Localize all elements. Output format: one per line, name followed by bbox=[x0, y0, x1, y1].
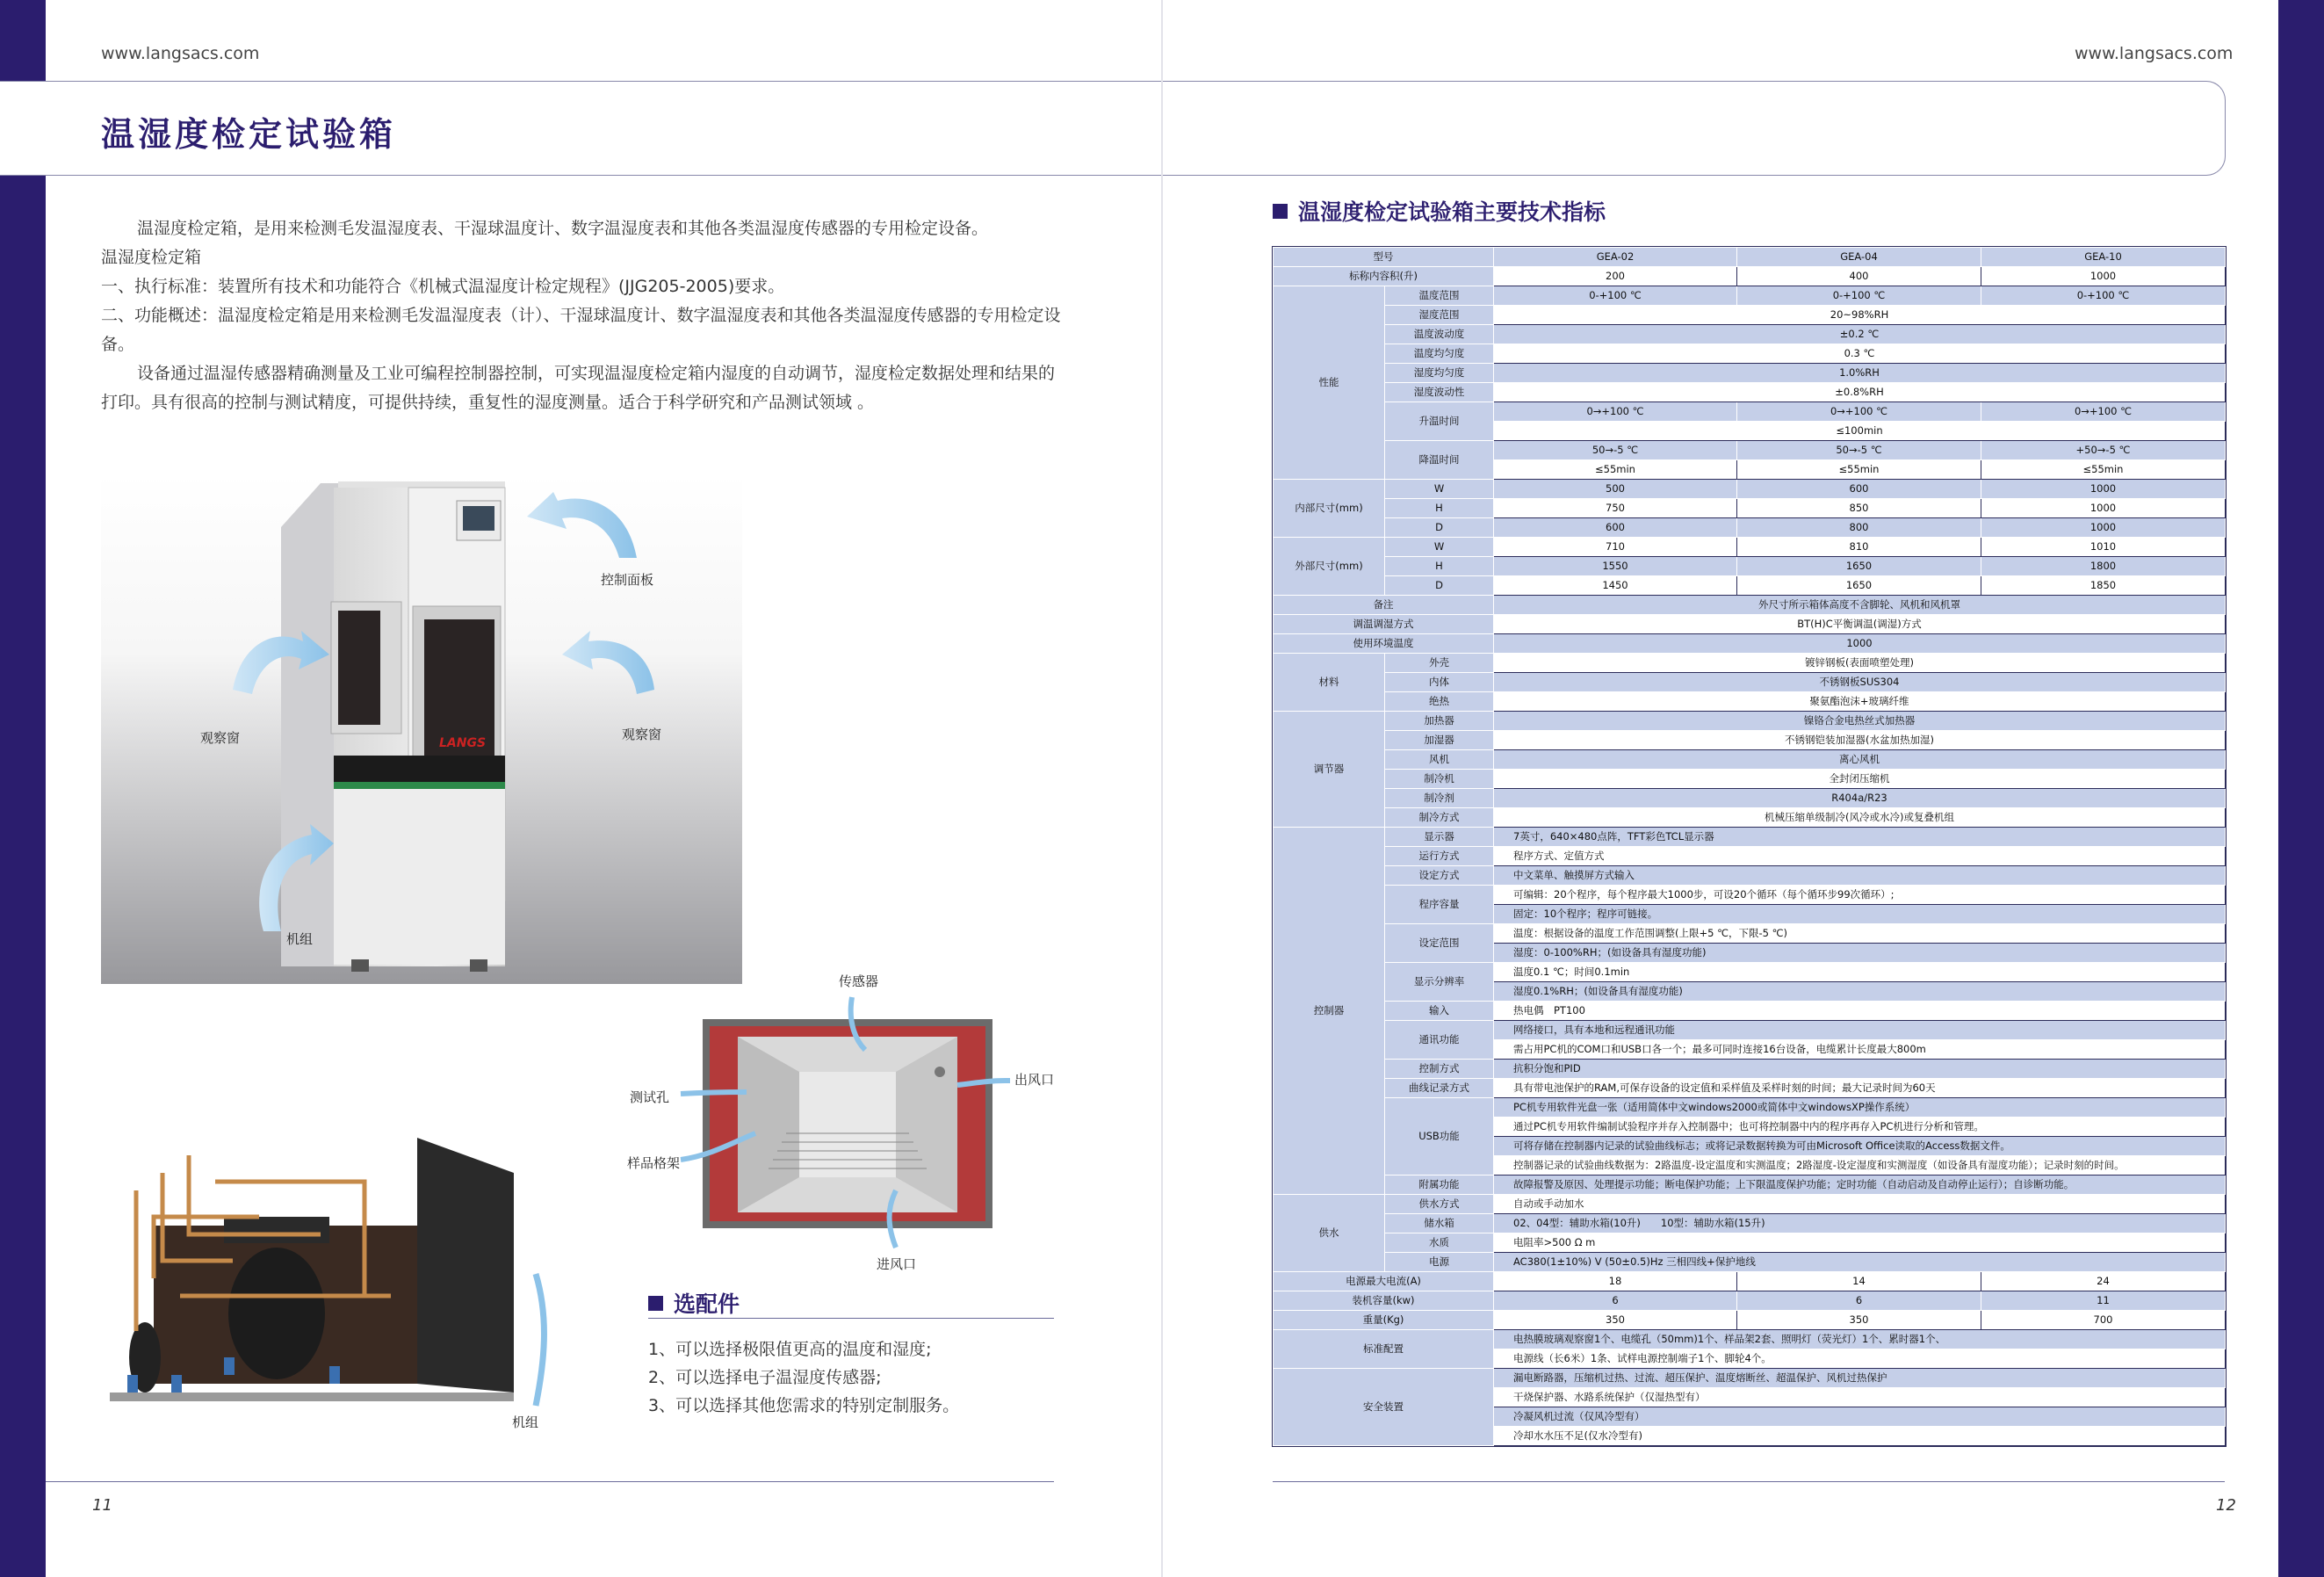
table-cell: 400 bbox=[1737, 267, 1981, 286]
table-row bbox=[1274, 712, 2226, 731]
table-cell: 湿度波动性 bbox=[1385, 383, 1494, 402]
table-row bbox=[1274, 1233, 2226, 1253]
table-cell: 网络接口，具有本地和远程通讯功能 bbox=[1494, 1021, 2226, 1040]
chamber-callout-arrows bbox=[615, 988, 1054, 1252]
table-cell: 710 bbox=[1494, 538, 1737, 557]
table-cell: 温度波动度 bbox=[1385, 325, 1494, 344]
table-cell: 电热膜玻璃观察窗1个、电缆孔（50mm)1个、样品架2套、照明灯（荧光灯）1个、累时器1个、 bbox=[1494, 1330, 2226, 1349]
table-cell: USB功能 bbox=[1385, 1098, 1494, 1176]
table-cell: 6 bbox=[1737, 1291, 1981, 1311]
table-cell: 装机容量(kw) bbox=[1274, 1291, 1494, 1311]
table-cell: 850 bbox=[1737, 499, 1981, 518]
table-row bbox=[1274, 499, 2226, 518]
table-cell: 调温调湿方式 bbox=[1274, 615, 1494, 634]
table-cell: 1850 bbox=[1981, 576, 2226, 596]
table-cell: 电源线（长6米）1条、试样电源控制端子1个、脚轮4个。 bbox=[1494, 1349, 2226, 1369]
intro-paragraph: 二、功能概述：温湿度检定箱是用来检测毛发温湿度表（计）、干湿球温度计、数字温湿度表和其他各类温湿度传感器的专用检定设备。 bbox=[101, 306, 1061, 354]
table-cell: 1000 bbox=[1494, 634, 2226, 654]
photo-label-control-panel: 控制面板 bbox=[601, 572, 654, 588]
table-cell: 350 bbox=[1494, 1311, 1737, 1330]
table-cell: 温度范围 bbox=[1385, 286, 1494, 306]
table-cell: 1450 bbox=[1494, 576, 1737, 596]
table-cell: 0→+100 ℃ bbox=[1981, 402, 2226, 422]
table-cell: 02、04型：辅助水箱(10升) 10型：辅助水箱(15升) bbox=[1494, 1214, 2226, 1233]
table-cell: D bbox=[1385, 518, 1494, 538]
table-row bbox=[1274, 770, 2226, 789]
table-cell: 可将存储在控制器内记录的试验曲线标志；或将记录数据转换为可由Microsoft Office读取的Access数据文件。 bbox=[1494, 1137, 2226, 1156]
photo-label-window: 观察窗 bbox=[200, 730, 241, 746]
heading-square-icon bbox=[648, 1296, 663, 1311]
table-cell: 自动或手动加水 bbox=[1494, 1195, 2226, 1214]
table-cell: 1010 bbox=[1981, 538, 2226, 557]
brand-logo: LANGS bbox=[439, 736, 487, 750]
options-divider bbox=[648, 1318, 1054, 1319]
table-cell: 20~98%RH bbox=[1494, 306, 2226, 325]
table-cell: 1550 bbox=[1494, 557, 1737, 576]
table-cell: 外壳 bbox=[1385, 654, 1494, 673]
table-row bbox=[1274, 538, 2226, 557]
table-cell: 电源最大电流(A) bbox=[1274, 1272, 1494, 1291]
chamber-label-test-hole: 测试孔 bbox=[630, 1089, 670, 1105]
page-number: 12 bbox=[2216, 1496, 2236, 1515]
chamber-label-inlet: 进风口 bbox=[877, 1256, 917, 1272]
table-row bbox=[1274, 1253, 2226, 1272]
table-cell: ±0.2 ℃ bbox=[1494, 325, 2226, 344]
table-cell: 50→-5 ℃ bbox=[1737, 441, 1981, 460]
table-cell: 600 bbox=[1737, 480, 1981, 499]
table-cell: 制冷方式 bbox=[1385, 808, 1494, 828]
table-cell: 外尺寸所示箱体高度不含脚轮、风机和风机罩 bbox=[1494, 596, 2226, 615]
page-number: 11 bbox=[92, 1496, 112, 1515]
intro-paragraph: 温湿度检定箱 bbox=[101, 248, 202, 267]
table-cell: 材料 bbox=[1274, 654, 1385, 712]
table-cell: 标准配置 bbox=[1274, 1330, 1494, 1369]
table-cell: 制冷剂 bbox=[1385, 789, 1494, 808]
table-cell: AC380(1±10%) V (50±0.5)Hz 三相四线+保护地线 bbox=[1494, 1253, 2226, 1272]
option-item: 3、可以选择其他您需求的特别定制服务。 bbox=[648, 1396, 960, 1415]
table-cell: 通讯功能 bbox=[1385, 1021, 1494, 1060]
table-cell: 内部尺寸(mm) bbox=[1274, 480, 1385, 538]
table-row bbox=[1274, 286, 2226, 306]
table-cell: 加热器 bbox=[1385, 712, 1494, 731]
intro-paragraph: 一、执行标准：装置所有技术和功能符合《机械式温湿度计检定规程》(JJG205-2005)要求。 bbox=[101, 277, 785, 296]
table-row bbox=[1274, 402, 2226, 422]
table-cell: 湿度范围 bbox=[1385, 306, 1494, 325]
table-cell: D bbox=[1385, 576, 1494, 596]
table-cell: ≤55min bbox=[1737, 460, 1981, 480]
table-cell: 运行方式 bbox=[1385, 847, 1494, 866]
table-row bbox=[1274, 1060, 2226, 1079]
table-cell: ≤55min bbox=[1494, 460, 1737, 480]
photo-label-unit: 机组 bbox=[286, 931, 314, 947]
table-row bbox=[1274, 692, 2226, 712]
table-row bbox=[1274, 480, 2226, 499]
table-cell: 电源 bbox=[1385, 1253, 1494, 1272]
table-cell: 湿度：0-100%RH；(如设备具有湿度功能) bbox=[1494, 944, 2226, 963]
table-cell: 标称内容积(升) bbox=[1274, 267, 1494, 286]
table-cell: 显示器 bbox=[1385, 828, 1494, 847]
table-cell: 不锈钢铠装加湿器(水盆加热加湿) bbox=[1494, 731, 2226, 750]
table-cell: 24 bbox=[1981, 1272, 2226, 1291]
table-cell: 聚氨酯泡沫+玻璃纤维 bbox=[1494, 692, 2226, 712]
table-cell: H bbox=[1385, 499, 1494, 518]
table-row bbox=[1274, 828, 2226, 847]
photo-label-window: 观察窗 bbox=[622, 727, 662, 742]
table-cell: 冷凝风机过流（仅风冷型有） bbox=[1494, 1407, 2226, 1427]
table-row bbox=[1274, 808, 2226, 828]
table-row bbox=[1274, 924, 2226, 944]
table-cell: 输入 bbox=[1385, 1002, 1494, 1021]
table-cell: 性能 bbox=[1274, 286, 1385, 480]
table-cell: 800 bbox=[1737, 518, 1981, 538]
table-cell: PC机专用软件光盘一张（适用简体中文windows2000或简体中文windowsXP操作系统） bbox=[1494, 1098, 2226, 1118]
table-cell: 抗积分饱和PID bbox=[1494, 1060, 2226, 1079]
table-row bbox=[1274, 441, 2226, 460]
table-row bbox=[1274, 1002, 2226, 1021]
website-url: www.langsacs.com bbox=[2075, 44, 2234, 63]
table-cell: 风机 bbox=[1385, 750, 1494, 770]
table-cell: ≤55min bbox=[1981, 460, 2226, 480]
table-cell: 1000 bbox=[1981, 267, 2226, 286]
right-accent-bar bbox=[2278, 0, 2324, 1577]
table-cell: 供水 bbox=[1274, 1195, 1385, 1272]
table-cell: W bbox=[1385, 538, 1494, 557]
table-cell: ±0.8%RH bbox=[1494, 383, 2226, 402]
table-cell: 可编辑：20个程序，每个程序最大1000步，可设20个循环（每个循环步99次循环）; bbox=[1494, 886, 2226, 905]
intro-paragraph: 温湿度检定箱，是用来检测毛发温湿度表、干湿球温度计、数字温湿度表和其他各类温湿度传感器的专用检定设备。 bbox=[137, 219, 989, 238]
table-cell: 供水方式 bbox=[1385, 1195, 1494, 1214]
table-cell: 350 bbox=[1737, 1311, 1981, 1330]
table-cell: 设定方式 bbox=[1385, 866, 1494, 886]
table-row bbox=[1274, 1195, 2226, 1214]
table-cell: 附属功能 bbox=[1385, 1176, 1494, 1195]
intro-text bbox=[101, 214, 1063, 417]
table-cell: +50→-5 ℃ bbox=[1981, 441, 2226, 460]
table-cell: 1800 bbox=[1981, 557, 2226, 576]
table-row bbox=[1274, 1098, 2226, 1118]
table-cell: 离心风机 bbox=[1494, 750, 2226, 770]
table-row bbox=[1274, 654, 2226, 673]
table-cell: 故障报警及原因、处理提示功能；断电保护功能；上下限温度保护功能；定时功能（自动启动及自动停止运行）；自诊断功能。 bbox=[1494, 1176, 2226, 1195]
table-cell: 使用环境温度 bbox=[1274, 634, 1494, 654]
table-cell: 14 bbox=[1737, 1272, 1981, 1291]
table-cell: 加湿器 bbox=[1385, 731, 1494, 750]
table-row bbox=[1274, 750, 2226, 770]
table-cell: 程序方式、定值方式 bbox=[1494, 847, 2226, 866]
table-row bbox=[1274, 1272, 2226, 1291]
table-cell: 绝热 bbox=[1385, 692, 1494, 712]
table-cell: 全封闭压缩机 bbox=[1494, 770, 2226, 789]
table-cell: 需占用PC机的COM口和USB口各一个；最多可同时连接16台设备，电缆累计长度最大800m bbox=[1494, 1040, 2226, 1060]
title-band bbox=[1163, 81, 2226, 176]
table-cell: 1650 bbox=[1737, 576, 1981, 596]
table-row bbox=[1274, 1079, 2226, 1098]
table-row bbox=[1274, 673, 2226, 692]
table-cell: R404a/R23 bbox=[1494, 789, 2226, 808]
table-cell: 固定：10个程序；程序可链接。 bbox=[1494, 905, 2226, 924]
table-cell: 降温时间 bbox=[1385, 441, 1494, 480]
table-cell: 温度：根据设备的温度工作范围调整(上限+5 ℃，下限-5 ℃) bbox=[1494, 924, 2226, 944]
table-cell: 700 bbox=[1981, 1311, 2226, 1330]
table-cell: 1000 bbox=[1981, 499, 2226, 518]
table-cell: 制冷机 bbox=[1385, 770, 1494, 789]
table-cell: 不锈钢板SUS304 bbox=[1494, 673, 2226, 692]
left-accent-bar bbox=[0, 0, 46, 1577]
table-cell: 外部尺寸(mm) bbox=[1274, 538, 1385, 596]
table-cell: 温度0.1 ℃；时间0.1min bbox=[1494, 963, 2226, 982]
table-row bbox=[1274, 576, 2226, 596]
table-cell: 7英寸，640×480点阵，TFT彩色TCL显示器 bbox=[1494, 828, 2226, 847]
table-cell: 程序容量 bbox=[1385, 886, 1494, 924]
option-item: 1、可以选择极限值更高的温度和湿度; bbox=[648, 1340, 932, 1359]
table-cell: 型号 bbox=[1274, 248, 1494, 267]
table-cell: W bbox=[1385, 480, 1494, 499]
table-row bbox=[1274, 615, 2226, 634]
table-cell: 0→+100 ℃ bbox=[1737, 402, 1981, 422]
page-title: 温湿度检定试验箱 bbox=[101, 115, 397, 154]
chamber-label-sensor: 传感器 bbox=[839, 973, 879, 989]
table-row bbox=[1274, 1330, 2226, 1349]
table-row bbox=[1274, 731, 2226, 750]
table-cell: 显示分辨率 bbox=[1385, 963, 1494, 1002]
table-cell: 曲线记录方式 bbox=[1385, 1079, 1494, 1098]
compressor-label: 机组 bbox=[512, 1414, 539, 1430]
table-cell: 0→+100 ℃ bbox=[1494, 402, 1737, 422]
table-row bbox=[1274, 1291, 2226, 1311]
table-cell: 水质 bbox=[1385, 1233, 1494, 1253]
table-row bbox=[1274, 306, 2226, 325]
footer-line bbox=[1273, 1481, 2225, 1482]
table-cell: 0-+100 ℃ bbox=[1737, 286, 1981, 306]
option-item: 2、可以选择电子温湿度传感器; bbox=[648, 1368, 882, 1387]
table-cell: 湿度均匀度 bbox=[1385, 364, 1494, 383]
table-row bbox=[1274, 364, 2226, 383]
table-cell: 0.3 ℃ bbox=[1494, 344, 2226, 364]
website-url: www.langsacs.com bbox=[101, 44, 260, 63]
table-cell: 1000 bbox=[1981, 518, 2226, 538]
table-row bbox=[1274, 248, 2226, 267]
table-cell: 冷却水水压不足(仅水冷型有) bbox=[1494, 1427, 2226, 1446]
table-cell: 控制方式 bbox=[1385, 1060, 1494, 1079]
table-row bbox=[1274, 518, 2226, 538]
options-title: 选配件 bbox=[674, 1291, 740, 1317]
table-cell: 控制器记录的试验曲线数据为：2路温度-设定温度和实测温度；2路湿度-设定湿度和实测湿度（如设备具有湿度功能）；记录时刻的时间。 bbox=[1494, 1156, 2226, 1176]
table-row bbox=[1274, 596, 2226, 615]
table-row bbox=[1274, 267, 2226, 286]
table-cell: 中文菜单、触摸屏方式输入 bbox=[1494, 866, 2226, 886]
table-cell: 6 bbox=[1494, 1291, 1737, 1311]
table-cell: 750 bbox=[1494, 499, 1737, 518]
table-cell: 漏电断路器，压缩机过热、过流、超压保护、温度熔断丝、超温保护、风机过热保护 bbox=[1494, 1369, 2226, 1388]
table-row bbox=[1274, 1369, 2226, 1388]
table-row bbox=[1274, 634, 2226, 654]
table-cell: 50→-5 ℃ bbox=[1494, 441, 1737, 460]
table-heading bbox=[1273, 195, 1606, 227]
table-cell: 18 bbox=[1494, 1272, 1737, 1291]
table-cell: GEA-10 bbox=[1981, 248, 2226, 267]
table-cell: GEA-04 bbox=[1737, 248, 1981, 267]
table-row bbox=[1274, 789, 2226, 808]
table-cell: 安全装置 bbox=[1274, 1369, 1494, 1446]
table-row bbox=[1274, 866, 2226, 886]
table-row bbox=[1274, 557, 2226, 576]
compressor-callout-arrow bbox=[509, 1265, 562, 1414]
table-cell: BT(H)C平衡调温(调湿)方式 bbox=[1494, 615, 2226, 634]
options-list bbox=[648, 1335, 959, 1420]
table-cell: 200 bbox=[1494, 267, 1737, 286]
table-cell: 干烧保护器、水路系统保护（仅湿热型有） bbox=[1494, 1388, 2226, 1407]
table-row bbox=[1274, 847, 2226, 866]
table-row bbox=[1274, 1176, 2226, 1195]
compressor-photo bbox=[101, 1120, 523, 1410]
heading-square-icon bbox=[1273, 204, 1288, 219]
chamber-label-rack: 样品格架 bbox=[627, 1155, 681, 1171]
table-cell: 具有带电池保护的RAM,可保存设备的设定值和采样值及采样时刻的时间；最大记录时间为60天 bbox=[1494, 1079, 2226, 1098]
table-cell: 镍铬合金电热丝式加热器 bbox=[1494, 712, 2226, 731]
table-cell: 1.0%RH bbox=[1494, 364, 2226, 383]
table-cell: 升温时间 bbox=[1385, 402, 1494, 441]
table-title: 温湿度检定试验箱主要技术指标 bbox=[1298, 199, 1606, 225]
spec-table bbox=[1273, 247, 2226, 1446]
table-cell: 调节器 bbox=[1274, 712, 1385, 828]
table-cell: 500 bbox=[1494, 480, 1737, 499]
table-row bbox=[1274, 1311, 2226, 1330]
table-cell: 通过PC机专用软件编制试验程序并存入控制器中；也可将控制器中内的程序再存入PC机进行分析和管理。 bbox=[1494, 1118, 2226, 1137]
table-row bbox=[1274, 1214, 2226, 1233]
footer-line bbox=[46, 1481, 1054, 1482]
table-cell: 机械压缩单级制冷(风冷或水冷)或复叠机组 bbox=[1494, 808, 2226, 828]
table-row bbox=[1274, 963, 2226, 982]
page-fold bbox=[1161, 0, 1163, 1577]
table-cell: H bbox=[1385, 557, 1494, 576]
table-row bbox=[1274, 1021, 2226, 1040]
table-cell: 0-+100 ℃ bbox=[1494, 286, 1737, 306]
table-cell: 600 bbox=[1494, 518, 1737, 538]
table-cell: 810 bbox=[1737, 538, 1981, 557]
chamber-label-outlet: 出风口 bbox=[1014, 1072, 1055, 1088]
table-cell: 0-+100 ℃ bbox=[1981, 286, 2226, 306]
table-cell: 控制器 bbox=[1274, 828, 1385, 1195]
table-cell: 设定范围 bbox=[1385, 924, 1494, 963]
table-cell: 11 bbox=[1981, 1291, 2226, 1311]
intro-paragraph: 设备通过温湿传感器精确测量及工业可编程控制器控制，可实现温湿度检定箱内湿度的自动调节，湿度检定数据处理和结果的打印。具有很高的控制与测试精度，可提供持续，重复性的湿度测量。适合于科学研究和产品测试领域 。 bbox=[101, 364, 1056, 412]
table-cell: 电阻率>500 Ω m bbox=[1494, 1233, 2226, 1253]
table-row bbox=[1274, 344, 2226, 364]
table-cell: 热电偶 PT100 bbox=[1494, 1002, 2226, 1021]
table-cell: 重量(Kg) bbox=[1274, 1311, 1494, 1330]
table-cell: 储水箱 bbox=[1385, 1214, 1494, 1233]
table-cell: 1000 bbox=[1981, 480, 2226, 499]
table-cell: 湿度0.1%RH；(如设备具有湿度功能) bbox=[1494, 982, 2226, 1002]
table-cell: 备注 bbox=[1274, 596, 1494, 615]
table-row bbox=[1274, 383, 2226, 402]
table-cell: 镀锌钢板(表面喷塑处理) bbox=[1494, 654, 2226, 673]
options-heading bbox=[648, 1287, 740, 1319]
table-cell: GEA-02 bbox=[1494, 248, 1737, 267]
table-cell: 1650 bbox=[1737, 557, 1981, 576]
table-row bbox=[1274, 325, 2226, 344]
table-cell: 温度均匀度 bbox=[1385, 344, 1494, 364]
table-row bbox=[1274, 886, 2226, 905]
table-cell: ≤100min bbox=[1494, 422, 2226, 441]
table-cell: 内体 bbox=[1385, 673, 1494, 692]
